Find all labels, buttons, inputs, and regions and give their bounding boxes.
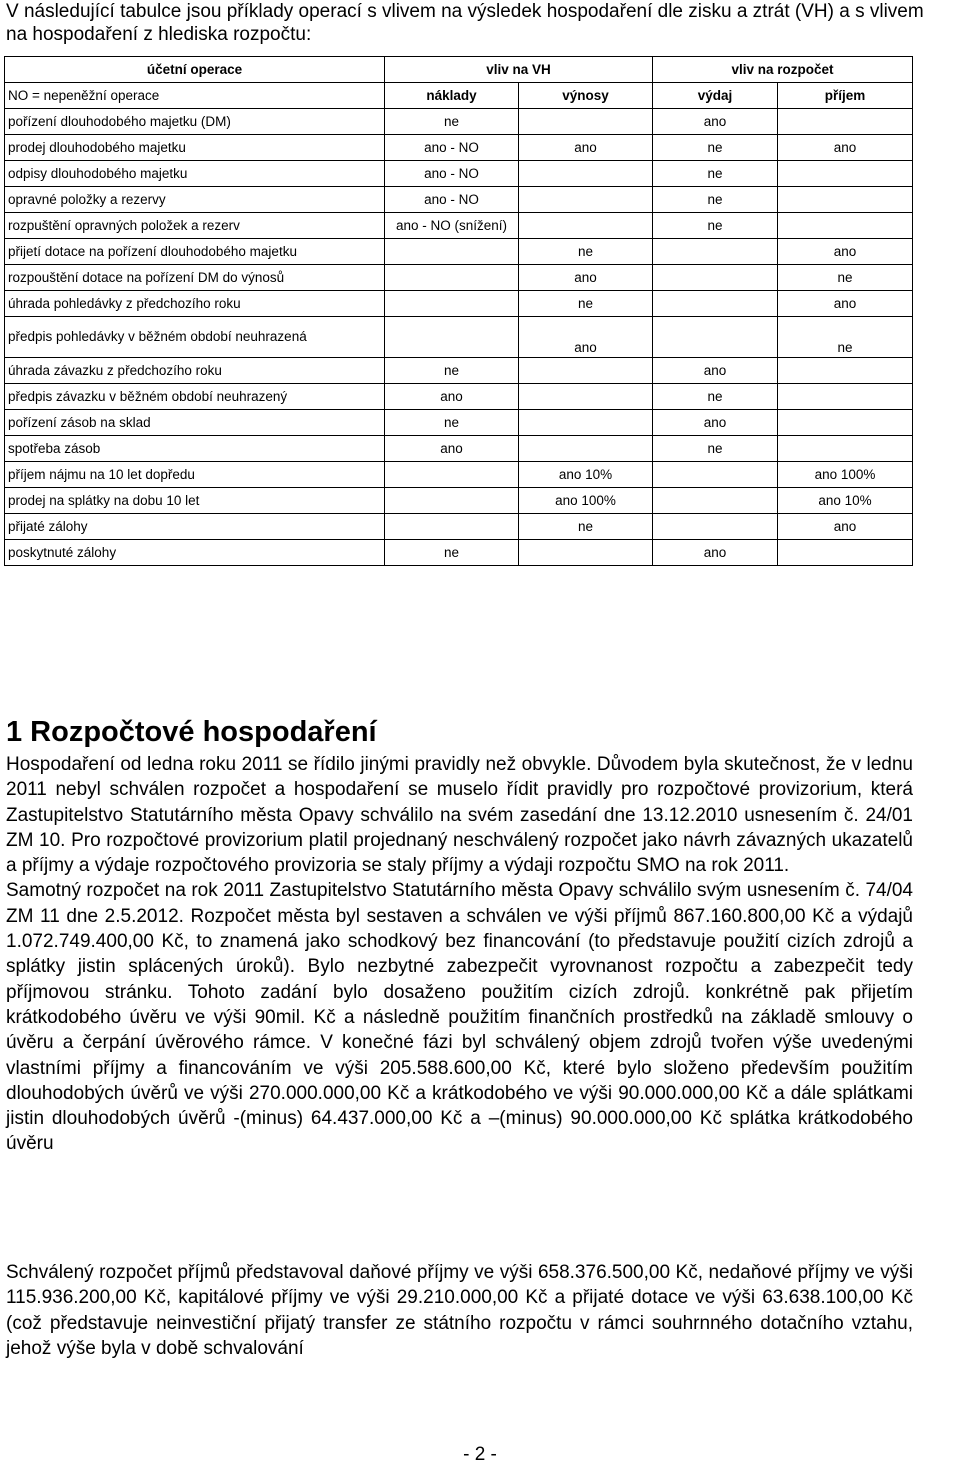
intro-text: V následující tabulce jsou příklady operací s vlivem na výsledek hospodaření dle zisku a ztrát (VH) a s vlivem na hospodaření z hlediska rozpočtu: (6, 1, 924, 45)
impact-cell: ano (653, 358, 778, 384)
impact-cell (519, 540, 653, 566)
operation-name-cell: spotřeba zásob (5, 436, 385, 462)
table-row (5, 540, 913, 566)
impact-cell (385, 239, 519, 265)
operation-name-cell: pořízení dlouhodobého majetku (DM) (5, 109, 385, 135)
operations-table (4, 56, 913, 566)
table-row (5, 384, 913, 410)
impact-cell (653, 265, 778, 291)
operation-name-cell: odpisy dlouhodobého majetku (5, 161, 385, 187)
impact-cell (519, 410, 653, 436)
operation-name-cell: prodej na splátky na dobu 10 let (5, 488, 385, 514)
table-row (5, 239, 913, 265)
operation-name-cell: úhrada závazku z předchozího roku (5, 358, 385, 384)
impact-cell: ano (385, 384, 519, 410)
impact-cell (519, 187, 653, 213)
impact-cell: ano (778, 135, 913, 161)
impact-cell: ne (519, 291, 653, 317)
impact-cell: ano (778, 514, 913, 540)
impact-cell: ano (778, 239, 913, 265)
operation-name-cell: prodej dlouhodobého majetku (5, 135, 385, 161)
impact-cell (778, 213, 913, 239)
impact-cell (519, 161, 653, 187)
operation-name-cell: opravné položky a rezervy (5, 187, 385, 213)
table-row (5, 161, 913, 187)
impact-cell: ne (653, 161, 778, 187)
table-row (5, 265, 913, 291)
operation-name-cell: příjem nájmu na 10 let dopředu (5, 462, 385, 488)
impact-cell (778, 358, 913, 384)
impact-cell (778, 410, 913, 436)
impact-cell: ano (519, 317, 653, 358)
impact-cell: ano (653, 109, 778, 135)
impact-cell (653, 239, 778, 265)
header-income: příjem (778, 83, 913, 109)
impact-cell (385, 291, 519, 317)
section-heading: 1 Rozpočtové hospodaření (6, 716, 377, 748)
table-row (5, 317, 913, 358)
table-row (5, 187, 913, 213)
impact-cell: ne (385, 109, 519, 135)
operation-name-cell: rozpouštění dotace na pořízení DM do výnosů (5, 265, 385, 291)
header-no-legend: NO = nepeněžní operace (5, 83, 385, 109)
impact-cell: ne (653, 384, 778, 410)
impact-cell: ano 10% (519, 462, 653, 488)
impact-cell: ano - NO (385, 161, 519, 187)
impact-cell (653, 514, 778, 540)
impact-cell (778, 540, 913, 566)
impact-cell (519, 109, 653, 135)
header-impact-vh: vliv na VH (385, 57, 653, 83)
operation-name-cell: přijaté zálohy (5, 514, 385, 540)
header-impact-budget: vliv na rozpočet (653, 57, 913, 83)
table-row (5, 462, 913, 488)
impact-cell: ano (519, 135, 653, 161)
table-header-row-2 (5, 83, 913, 109)
impact-cell (653, 462, 778, 488)
impact-cell: ano (385, 436, 519, 462)
table-row (5, 488, 913, 514)
table-row (5, 135, 913, 161)
header-costs: náklady (385, 83, 519, 109)
impact-cell (778, 436, 913, 462)
operation-name-cell: předpis závazku v běžném období neuhrazený (5, 384, 385, 410)
impact-cell: ano - NO (385, 135, 519, 161)
impact-cell: ne (385, 540, 519, 566)
impact-cell (385, 462, 519, 488)
impact-cell: ano - NO (snížení) (385, 213, 519, 239)
paragraph-provisional-budget (6, 752, 913, 1157)
operation-name-cell: přijetí dotace na pořízení dlouhodobého majetku (5, 239, 385, 265)
operation-name-cell: předpis pohledávky v běžném období neuhrazená (5, 317, 385, 358)
impact-cell (519, 436, 653, 462)
impact-cell (385, 317, 519, 358)
page-number: - 2 - (463, 1444, 497, 1465)
table-row (5, 436, 913, 462)
impact-cell: ne (385, 358, 519, 384)
impact-cell (778, 187, 913, 213)
table-row (5, 410, 913, 436)
paragraph-approved-income: Schválený rozpočet příjmů představoval daňové příjmy ve výši 658.376.500,00 Kč, nedaňové příjmy ve výši 115.936.200,00 Kč, kapitálové příjmy ve výši 29.210.000,00 Kč a přijaté dotace ve výši 63.638.100,00 Kč (což představuje neinvestiční přijatý transfer ze státního rozpočtu v rámci souhrnného dotačního vztahu, jehož výše byla v době schvalování (6, 1262, 913, 1359)
operation-name-cell: pořízení zásob na sklad (5, 410, 385, 436)
paragraph-1b-text: Samotný rozpočet na rok 2011 Zastupitelstvo Statutárního města Opavy schválilo svým usnesením č. 74/04 ZM 11 dne 2.5.2012. Rozpočet města byl sestaven a schválen ve výši příjmů 867.160.800,00 Kč a výdajů 1.072.749.400,00 Kč, to znamená jako schodkový bez financování (to představuje použití cizích zdrojů a splátky jistin splácených úroků). Bylo nezbytné zabezpečit vyrovnanost rozpočtu a zabezpečit tedy příjmovou stránku. Tohoto zadání bylo dosaženo použitím cizích zdrojů. konkrétně pak přijetím krátkodobého úvěru ve výši 90mil. Kč a následně použitím finančních prostředků na základě smlouvy o úvěru a čerpání úvěrového rámce. V konečné fázi byl schválený objem zdrojů tvořen výše uvedenými vlastními příjmy a financováním ve výši 205.588.600,00 Kč, které bylo složeno především použitím dlouhodobých úvěrů ve výši 270.000.000,00 Kč a krátkodobého ve výši 90.000.000,00 Kč a dále splátkami jistin dlouhodobých úvěrů -(minus) 64.437.000,00 Kč a –(minus) 90.000.000,00 Kč splátka krátkodobého úvěru (6, 880, 913, 1155)
impact-cell (778, 161, 913, 187)
impact-cell: ne (519, 239, 653, 265)
impact-cell: ano - NO (385, 187, 519, 213)
header-accounting-operation: účetní operace (5, 57, 385, 83)
table-row (5, 358, 913, 384)
operation-name-cell: úhrada pohledávky z předchozího roku (5, 291, 385, 317)
impact-cell: ano (519, 265, 653, 291)
impact-cell (778, 384, 913, 410)
impact-cell: ne (778, 265, 913, 291)
impact-cell (519, 358, 653, 384)
impact-cell: ne (519, 514, 653, 540)
impact-cell: ne (653, 213, 778, 239)
header-revenues: výnosy (519, 83, 653, 109)
impact-cell: ano (653, 410, 778, 436)
table-row (5, 514, 913, 540)
impact-cell (385, 514, 519, 540)
impact-cell: ne (385, 410, 519, 436)
impact-cell: ne (653, 436, 778, 462)
impact-cell: ano 100% (778, 462, 913, 488)
impact-cell: ano (653, 540, 778, 566)
impact-cell (519, 213, 653, 239)
table-header-row-1 (5, 57, 913, 83)
table-row (5, 291, 913, 317)
impact-cell: ne (778, 317, 913, 358)
impact-cell: ano 100% (519, 488, 653, 514)
header-expenditure: výdaj (653, 83, 778, 109)
impact-cell: ano (778, 291, 913, 317)
impact-cell (519, 384, 653, 410)
impact-cell (653, 291, 778, 317)
impact-cell (385, 488, 519, 514)
table-row (5, 109, 913, 135)
impact-cell (778, 109, 913, 135)
impact-cell: ne (653, 187, 778, 213)
operation-name-cell: rozpuštění opravných položek a rezerv (5, 213, 385, 239)
table-row (5, 213, 913, 239)
impact-cell (653, 317, 778, 358)
paragraph-1-text: Hospodaření od ledna roku 2011 se řídilo jinými pravidly než obvykle. Důvodem byla skutečnost, že v lednu 2011 nebyl schválen rozpočet a hospodaření se muselo řídit pravidly pro rozpočtové provizorium, která Zastupitelstvo Statutárního města Opavy schválilo na svém zasedání dne 13.12.2010 usnesením č. 24/01 ZM 10. Pro rozpočtové provizorium platil projednaný neschválený rozpočet jako návrh závazných ukazatelů a příjmy a výdaje rozpočtového provizoria se staly příjmy a výdaji rozpočtu SMO na rok 2011. (6, 754, 913, 877)
impact-cell: ne (653, 135, 778, 161)
impact-cell: ano 10% (778, 488, 913, 514)
impact-cell (653, 488, 778, 514)
impact-cell (385, 265, 519, 291)
operation-name-cell: poskytnuté zálohy (5, 540, 385, 566)
